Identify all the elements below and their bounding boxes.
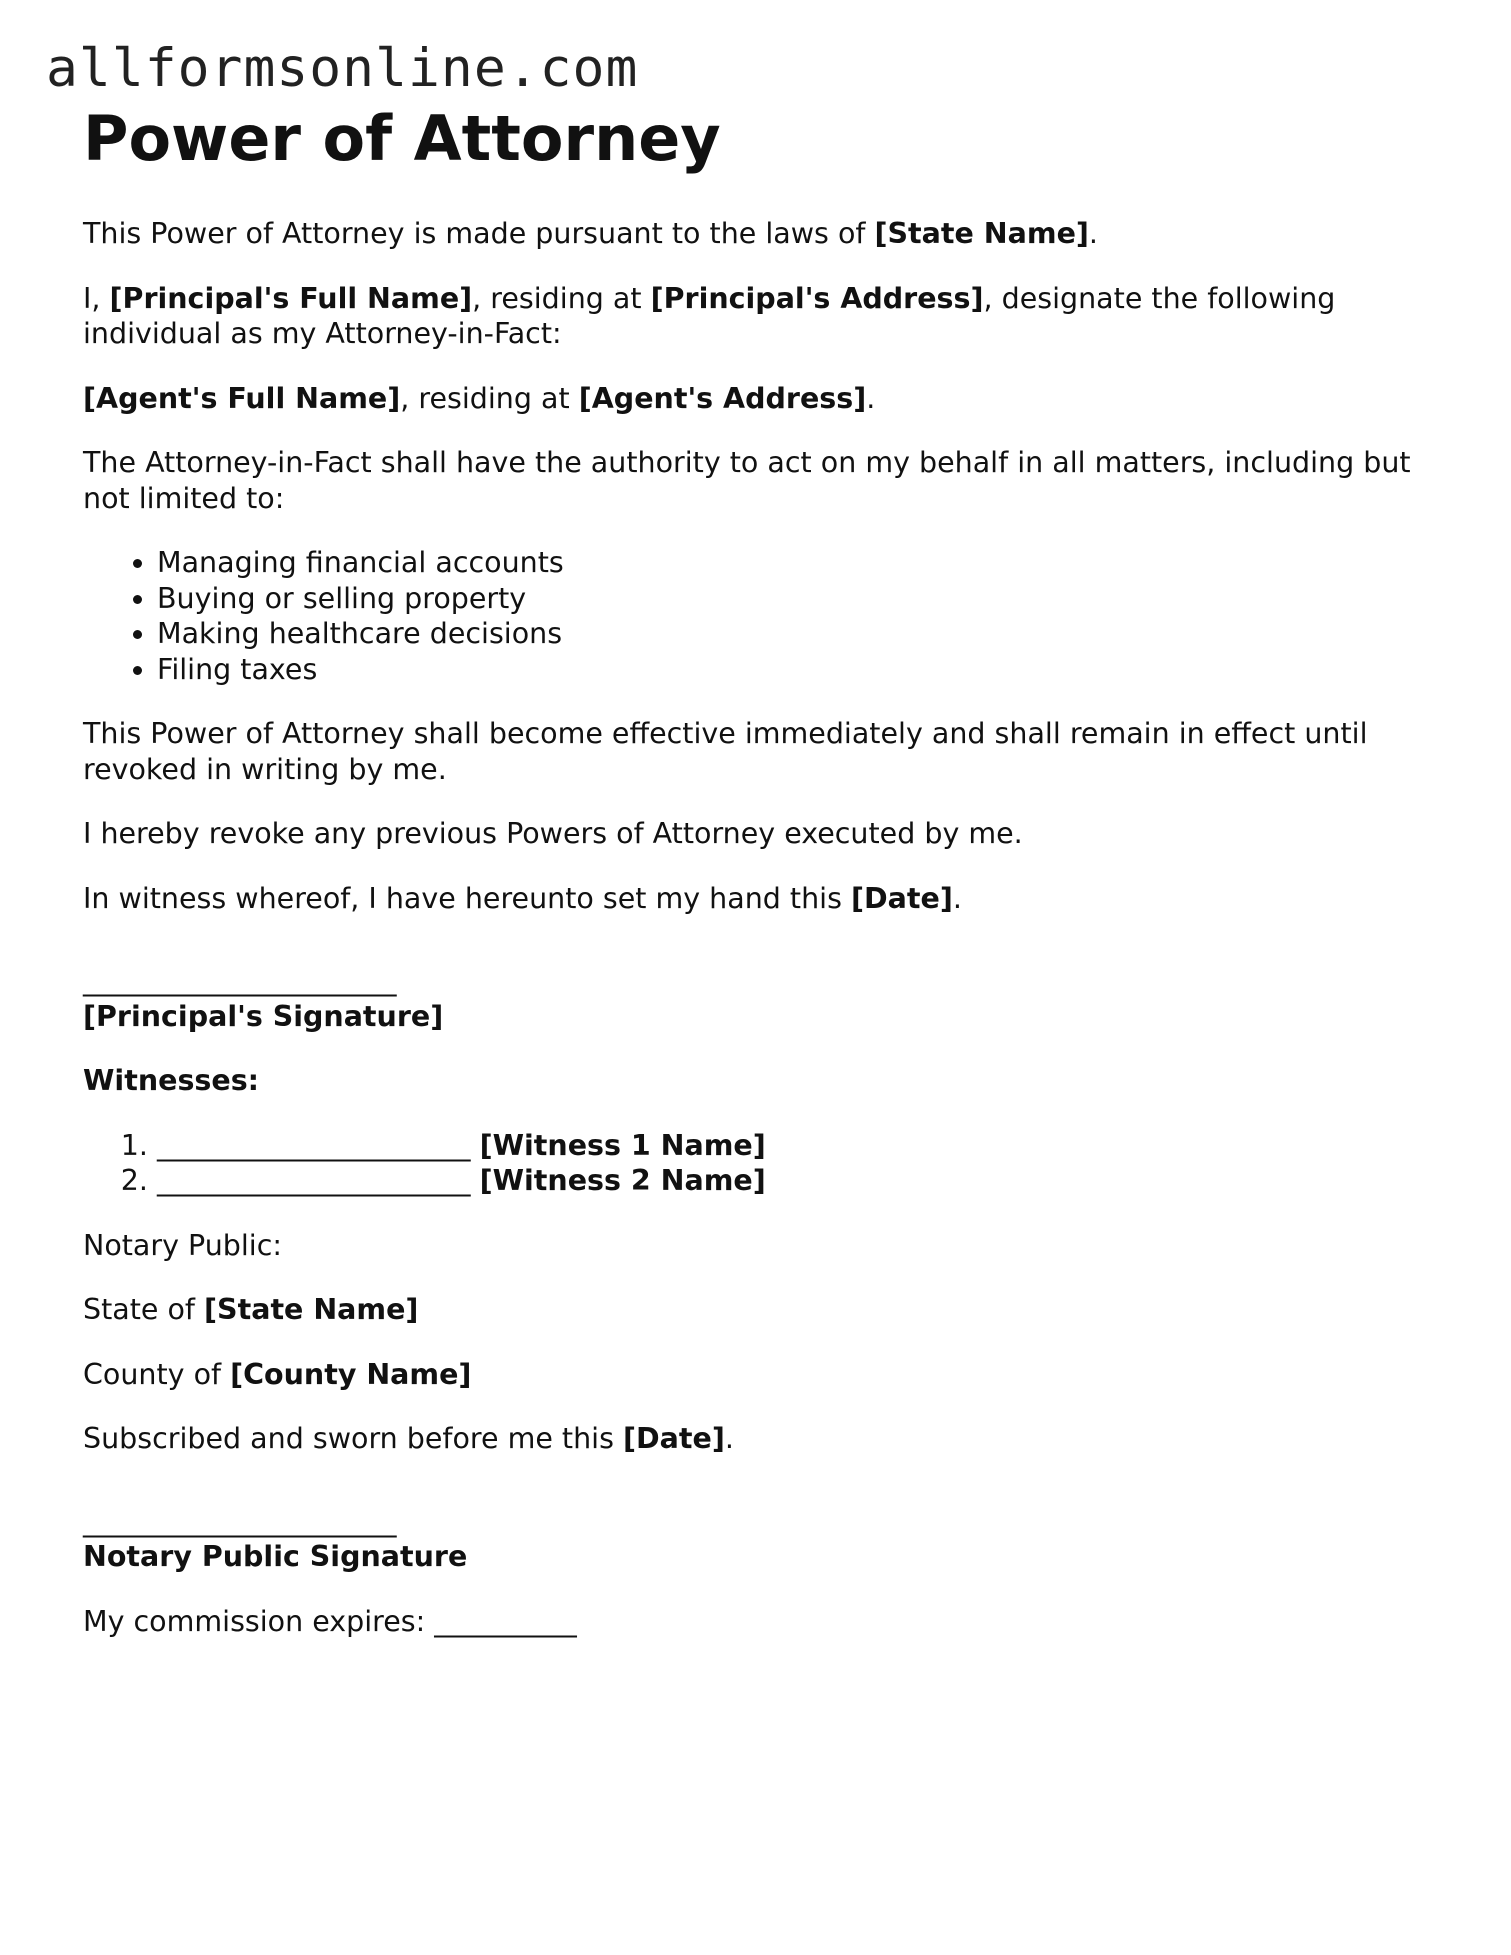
witness-2-name-placeholder: [Witness 2 Name] <box>479 1164 766 1197</box>
principal-name-placeholder: [Principal's Full Name] <box>109 281 473 315</box>
document-body <box>83 216 1443 1668</box>
list-item: • Buying or selling property <box>157 581 1443 617</box>
watermark: allformsonline.com <box>46 38 639 99</box>
powers-list <box>83 545 1443 687</box>
witness-1-line: ______________________ <box>157 1128 471 1162</box>
notary-signature-label: Notary Public Signature <box>83 1540 468 1573</box>
agent-paragraph <box>83 381 1443 417</box>
notary-sworn-date-placeholder: [Date] <box>622 1422 725 1455</box>
agent-middle: , residing at <box>400 381 579 415</box>
notary-county <box>83 1357 1443 1393</box>
principal-signature-block <box>83 963 1443 1034</box>
notary-signature-line: ______________________ <box>83 1504 397 1538</box>
intro-suffix: . <box>1088 217 1098 250</box>
list-item: • Managing financial accounts <box>157 545 1443 581</box>
list-item <box>157 1163 1443 1199</box>
notary-county-prefix: County of <box>83 1357 231 1391</box>
witness-list <box>83 1128 1443 1199</box>
witness-2-line: ______________________ <box>157 1164 471 1197</box>
agent-address-placeholder: [Agent's Address] <box>578 381 867 415</box>
witnesses-heading-text: Witnesses: <box>83 1064 260 1097</box>
witness-clause-suffix: . <box>952 881 962 915</box>
notary-signature-block <box>83 1504 1443 1575</box>
witness-clause <box>83 881 1443 917</box>
agent-name-placeholder: [Agent's Full Name] <box>83 381 401 415</box>
commission-expiry: My commission expires: __________ <box>83 1604 577 1638</box>
notary-sworn <box>83 1421 1443 1457</box>
principal-address-placeholder: [Principal's Address] <box>650 281 984 315</box>
agent-suffix: . <box>866 381 876 415</box>
notary-county-placeholder: [County Name] <box>230 1357 472 1391</box>
designation-suffix: , designate the following individual as my Attorney-in-Fact: <box>83 281 1336 350</box>
document-title: Power of Attorney <box>83 102 721 175</box>
witness-1-name-placeholder: [Witness 1 Name] <box>479 1128 766 1162</box>
notary-heading: Notary Public: <box>83 1228 282 1262</box>
intro-paragraph <box>83 216 1443 252</box>
notary-sworn-prefix: Subscribed and sworn before me this <box>83 1422 623 1455</box>
designation-middle: , residing at <box>472 281 651 315</box>
intro-prefix: This Power of Attorney is made pursuant to the laws of <box>83 217 875 250</box>
list-item: • Making healthcare decisions <box>157 616 1443 652</box>
authority-paragraph: The Attorney-in-Fact shall have the authority to act on my behalf in all matters, including but not limited to: <box>83 446 1411 515</box>
notary-state-placeholder: [State Name] <box>204 1293 419 1326</box>
witness-date-placeholder: [Date] <box>850 881 953 915</box>
designation-paragraph <box>83 281 1443 352</box>
designation-prefix: I, <box>83 281 110 315</box>
list-item: • Filing taxes <box>157 652 1443 688</box>
notary-state <box>83 1292 1443 1328</box>
principal-signature-label: [Principal's Signature] <box>83 999 444 1033</box>
list-item <box>157 1128 1443 1164</box>
notary-sworn-suffix: . <box>724 1422 734 1455</box>
revoke-paragraph: I hereby revoke any previous Powers of Attorney executed by me. <box>83 817 1023 850</box>
principal-signature-line: ______________________ <box>83 964 397 997</box>
notary-state-prefix: State of <box>83 1293 205 1326</box>
witnesses-heading <box>83 1063 1443 1099</box>
effective-paragraph: This Power of Attorney shall become effective immediately and shall remain in effect until revoked in writing by me. <box>83 717 1368 786</box>
intro-state-placeholder: [State Name] <box>874 217 1089 250</box>
witness-clause-prefix: In witness whereof, I have hereunto set my hand this <box>83 881 851 915</box>
